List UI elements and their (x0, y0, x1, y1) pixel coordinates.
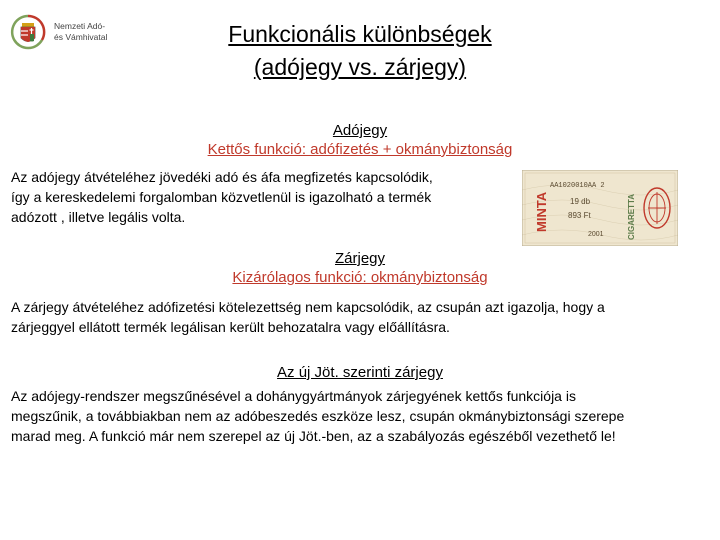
stamp-count: 19 db (570, 197, 591, 206)
text-line: így a kereskedelemi forgalomban közvetlenül is igazolható a termék (11, 189, 432, 205)
section-zarjegy-subheading: Kizárólagos funkció: okmánybiztonság (232, 269, 488, 286)
section-uj-jot-header (180, 363, 540, 382)
text-line: Az adójegy-rendszer megszűnésével a dohánygyártmányok zárjegyének kettős funkciója is (11, 388, 576, 404)
hungarian-coat-of-arms-icon (8, 12, 48, 54)
section-adojegy-header (180, 121, 540, 159)
section-zarjegy-heading: Zárjegy (334, 250, 386, 267)
text-line: megszűnik, a továbbiakban nem az adóbeszedés eszköze lesz, csupán okmánybiztonsági szerepe (11, 408, 625, 424)
section-adojegy-subheading: Kettős funkció: adófizetés + okmánybiztonság (207, 141, 513, 158)
tax-stamp-image (522, 170, 678, 246)
section-uj-jot-text (11, 386, 711, 446)
logo-text (54, 21, 107, 43)
section-adojegy-text (11, 167, 516, 227)
text-line: zárjeggyel ellátott termék legálisan került behozatalra vagy előállításra. (11, 319, 450, 335)
stamp-side-label: MINTA (534, 191, 549, 232)
logo-text-line1: Nemzeti Adó- (54, 21, 106, 31)
stamp-code: AA1020010AA 2 (550, 182, 605, 190)
text-line: A zárjegy átvételéhez adófizetési kötelezettség nem kapcsolódik, az csupán azt igazolja, hogy a (11, 299, 605, 315)
nav-logo (8, 12, 138, 52)
section-adojegy-heading: Adójegy (332, 122, 388, 139)
page-title (150, 18, 570, 84)
page-title-line1: Funkcionális különbségek (228, 21, 492, 47)
stamp-year: 2001 (588, 231, 604, 238)
logo-text-line2: és Vámhivatal (54, 32, 108, 42)
section-uj-jot-heading: Az új Jöt. szerinti zárjegy (277, 364, 443, 381)
section-zarjegy-text (11, 297, 711, 337)
text-line: adózott , illetve legális volta. (11, 209, 186, 225)
stamp-price: 893 Ft (568, 211, 591, 220)
text-line: Az adójegy átvételéhez jövedéki adó és áfa megfizetés kapcsolódik, (11, 169, 433, 185)
section-zarjegy-header (150, 249, 570, 287)
text-line: marad meg. A funkció már nem szerepel az új Jöt.-ben, az a szabályozás egészéből vezethető le! (11, 428, 616, 444)
stamp-product-label: CIGARETTA (627, 193, 636, 240)
page-title-line2: (adójegy vs. zárjegy) (253, 54, 467, 80)
